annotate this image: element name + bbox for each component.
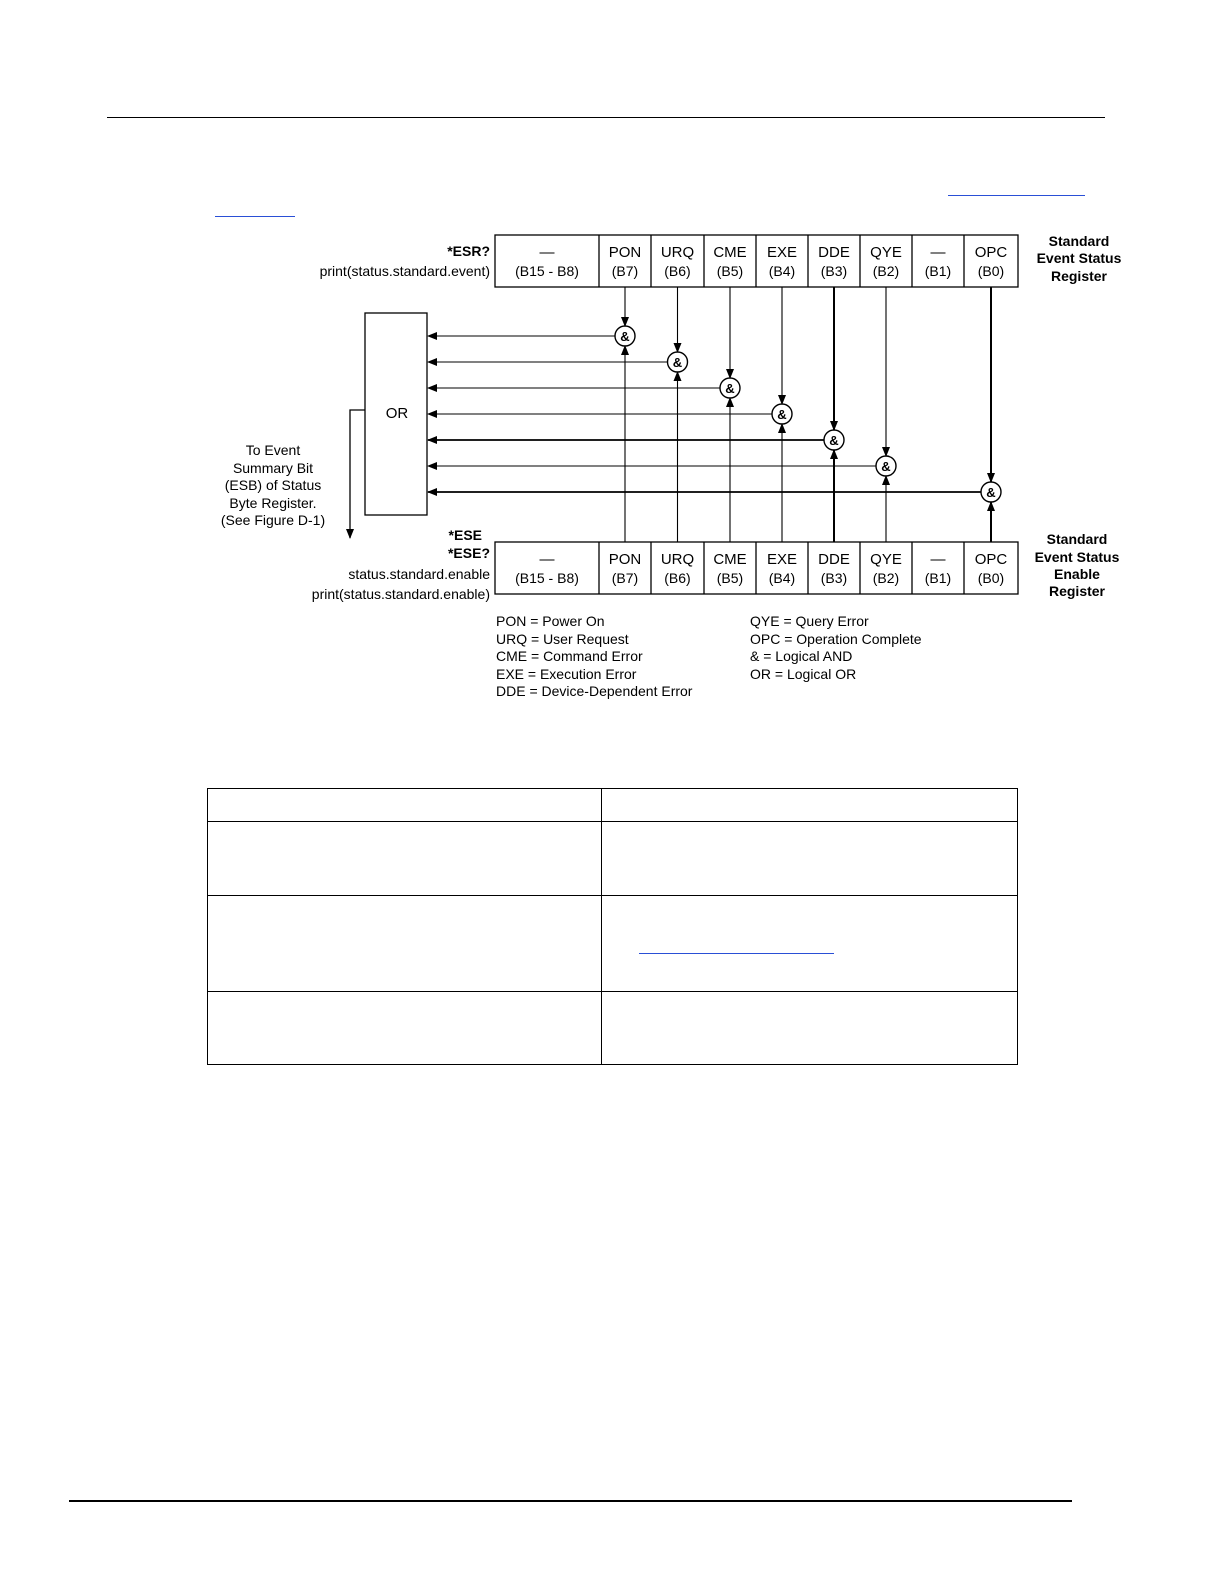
enable-register-bit-name: DDE xyxy=(818,551,850,568)
event-register-bit-name: QYE xyxy=(870,244,902,261)
and-gate-symbol: & xyxy=(725,381,735,396)
enable-register-bit-name: EXE xyxy=(766,551,798,568)
and-gate-symbol: & xyxy=(672,355,683,370)
and-gate-symbol: & xyxy=(986,485,996,500)
event-register-bit-number: (B5) xyxy=(716,263,744,279)
enable-register-bit-name: CME xyxy=(713,551,747,568)
and-gate-symbol: & xyxy=(777,407,787,422)
event-register-bit-number: (B6) xyxy=(664,263,691,279)
event-register-bit-number: (B4) xyxy=(768,263,796,279)
table-cell xyxy=(208,789,602,822)
enable-register-bit-number: (B6) xyxy=(664,570,691,586)
legend-cme: CME = Command Error xyxy=(496,648,643,664)
legend-urq: URQ = User Request xyxy=(496,631,629,647)
enable-register-bit-name: PON xyxy=(608,551,642,568)
enable-register-bit-name: — xyxy=(930,551,946,568)
event-register-bit-number: (B3) xyxy=(820,263,848,279)
event-register-bit-number: (B1) xyxy=(924,263,952,279)
esr-query-label: *ESR? xyxy=(447,243,490,259)
event-register-title-1: Standard xyxy=(1048,233,1110,249)
legend-pon: PON = Power On xyxy=(496,613,605,629)
and-gate-symbol: & xyxy=(620,329,630,344)
legend-opc: OPC = Operation Complete xyxy=(750,631,922,647)
event-register-bit-number: (B15 - B8) xyxy=(515,263,579,279)
enable-register-bit-number: (B15 - B8) xyxy=(515,570,579,586)
event-register-title-2: Event Status xyxy=(1036,250,1122,266)
enable-register-title-2: Event Status xyxy=(1034,549,1120,565)
enable-register-bit-name: — xyxy=(539,551,555,568)
table-cell xyxy=(602,789,1018,822)
esb-note-4: Byte Register. xyxy=(229,495,317,511)
ese-query-label: *ESE? xyxy=(447,545,490,561)
enable-register-bit-number: (B7) xyxy=(611,570,639,586)
event-register-bit-number: (B7) xyxy=(611,263,639,279)
and-gate-symbol: & xyxy=(829,433,839,448)
enable-register-bit-name: URQ xyxy=(660,551,695,568)
enable-register-title-4: Register xyxy=(1048,583,1106,599)
event-register-bit-name: — xyxy=(539,244,555,261)
table-row xyxy=(208,992,1018,1065)
legend-or: OR = Logical OR xyxy=(750,666,857,682)
event-register-bit-name: OPC xyxy=(974,244,1008,261)
table-cell xyxy=(208,896,602,992)
event-register-bit-name: DDE xyxy=(818,244,850,261)
table-cell-link[interactable] xyxy=(639,953,834,954)
event-status-register xyxy=(495,235,1018,287)
enable-register-bit-number: (B5) xyxy=(716,570,744,586)
or-gate-label: OR xyxy=(385,405,409,422)
event-register-bit-name: CME xyxy=(713,244,747,261)
esb-note-2: Summary Bit xyxy=(232,460,314,476)
event-status-enable-register xyxy=(495,542,1018,594)
table-row xyxy=(208,822,1018,896)
enable-register-title-1: Standard xyxy=(1046,531,1108,547)
ese-command-label: *ESE xyxy=(448,527,482,543)
and-gate-wiring xyxy=(428,287,991,542)
esr-print-label: print(status.standard.event) xyxy=(319,263,490,279)
esb-output-line xyxy=(350,410,365,538)
event-register-bit-name: URQ xyxy=(660,244,695,261)
legend-exe: EXE = Execution Error xyxy=(496,666,637,682)
enable-register-bit-number: (B3) xyxy=(820,570,848,586)
event-register-bit-name: PON xyxy=(608,244,642,261)
event-register-bit-number: (B2) xyxy=(872,263,900,279)
esb-note-1: To Event xyxy=(245,442,301,458)
and-gate-symbol: & xyxy=(881,459,891,474)
enable-attribute-label: status.standard.enable xyxy=(348,566,490,582)
enable-register-bit-number: (B1) xyxy=(924,570,952,586)
enable-register-bit-name: QYE xyxy=(870,551,902,568)
enable-register-bit-number: (B4) xyxy=(768,570,796,586)
table-cell xyxy=(602,992,1018,1065)
table-row xyxy=(208,896,1018,992)
standard-event-status-diagram xyxy=(0,0,1224,720)
event-register-bit-name: — xyxy=(930,244,946,261)
event-register-bit-number: (B0) xyxy=(977,263,1005,279)
legend-and: & = Logical AND xyxy=(750,648,853,664)
enable-register-bit-name: OPC xyxy=(974,551,1008,568)
table-cell xyxy=(208,992,602,1065)
table-row xyxy=(208,789,1018,822)
enable-print-label: print(status.standard.enable) xyxy=(311,586,490,602)
enable-register-bit-number: (B2) xyxy=(872,570,900,586)
esb-note-3: (ESB) of Status xyxy=(224,477,322,493)
legend-qye: QYE = Query Error xyxy=(750,613,869,629)
table-cell xyxy=(208,822,602,896)
event-register-title-3: Register xyxy=(1050,268,1108,284)
data-table xyxy=(207,788,1018,1065)
footer-rule xyxy=(69,1500,1072,1502)
enable-register-title-3: Enable xyxy=(1054,566,1100,582)
esb-note-5: (See Figure D-1) xyxy=(220,512,326,528)
legend-dde: DDE = Device-Dependent Error xyxy=(496,683,693,699)
table-cell xyxy=(602,896,1018,992)
table-cell xyxy=(602,822,1018,896)
enable-register-bit-number: (B0) xyxy=(977,570,1005,586)
event-register-bit-name: EXE xyxy=(766,244,798,261)
